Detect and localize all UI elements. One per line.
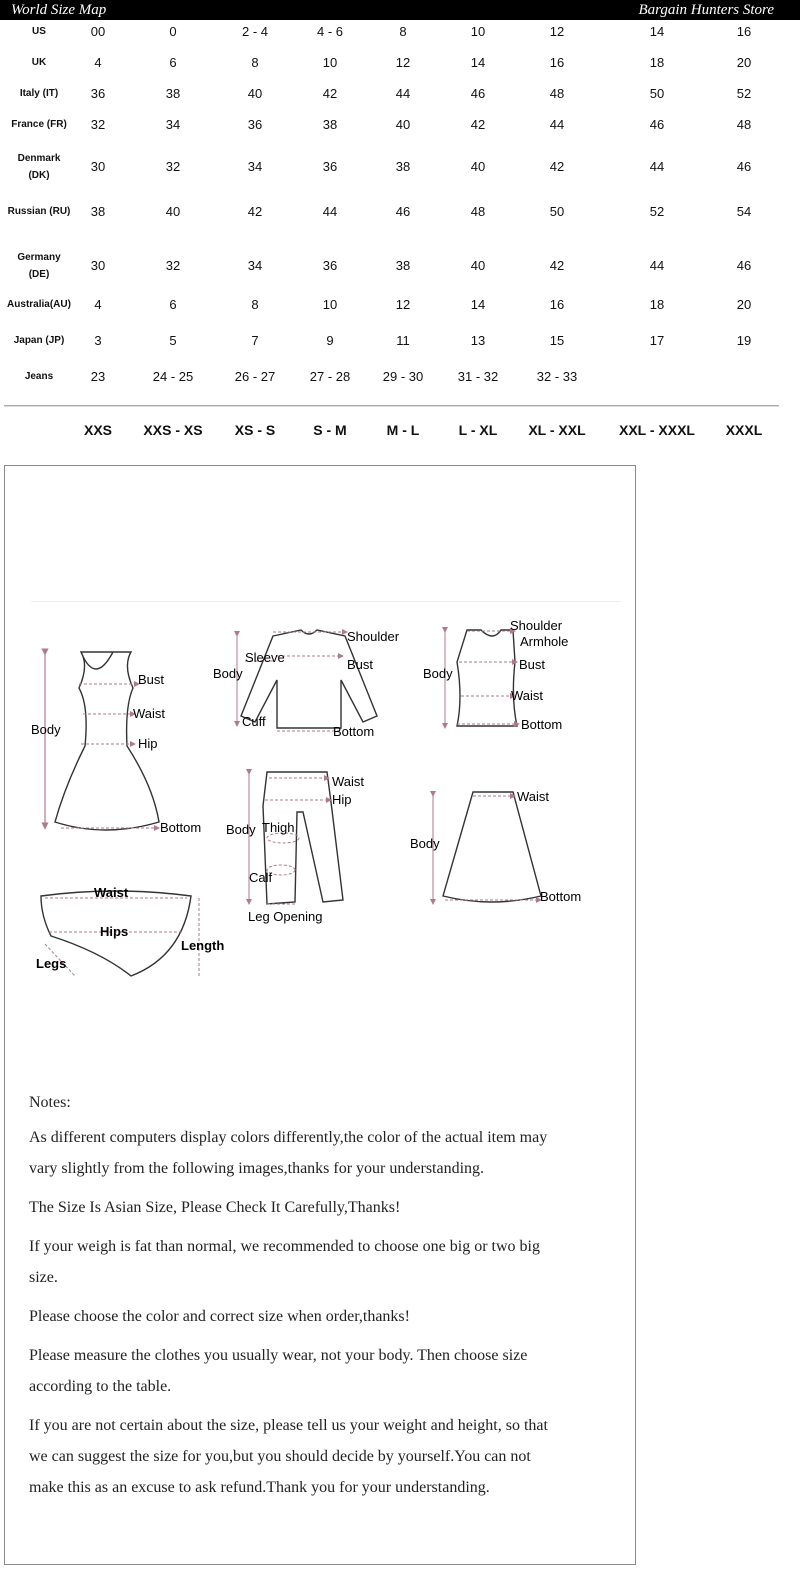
- shirt-sleeve-label: Sleeve: [245, 650, 285, 665]
- size-row-label-line: (DK): [28, 170, 50, 181]
- vest-armhole-label: Armhole: [520, 634, 569, 649]
- size-cell: 48: [736, 117, 752, 132]
- briefs-hips-label: Hips: [100, 924, 129, 939]
- size-cell: 20: [736, 297, 752, 312]
- shirt-shoulder-label: Shoulder: [347, 629, 400, 644]
- size-cell: 29 - 30: [382, 369, 424, 384]
- size-cell: 46: [736, 258, 752, 273]
- size-cell: 40: [247, 86, 263, 101]
- letter-size-cell: M - L: [386, 422, 420, 438]
- size-cell: 44: [649, 159, 665, 174]
- size-cell: 36: [322, 159, 338, 174]
- size-cell: 6: [169, 55, 177, 70]
- size-cell: 5: [169, 333, 177, 348]
- size-cell: 19: [736, 333, 752, 348]
- size-row-label-line: US: [32, 26, 46, 37]
- letter-size-row: [0, 422, 800, 442]
- size-cell: 42: [549, 159, 565, 174]
- dress-hip-label: Hip: [138, 736, 158, 751]
- size-cell: 13: [470, 333, 486, 348]
- size-cell: 42: [470, 117, 486, 132]
- size-cell: 8: [251, 55, 259, 70]
- size-cell: 30: [90, 159, 106, 174]
- size-cell: 18: [649, 55, 665, 70]
- pants-body-label: Body: [226, 822, 256, 837]
- size-cell: 38: [90, 204, 106, 219]
- vest-diagram: [423, 618, 568, 732]
- size-cell: 12: [549, 24, 565, 39]
- briefs-legs-label: Legs: [36, 956, 67, 971]
- vest-waist-label: Waist: [511, 688, 544, 703]
- size-cell: 46: [649, 117, 665, 132]
- size-cell: 54: [736, 204, 752, 219]
- briefs-diagram: [36, 885, 224, 976]
- store-header-bar: [0, 0, 800, 20]
- size-cell: 11: [396, 333, 410, 348]
- skirt-body-label: Body: [410, 836, 440, 851]
- size-cell: 14: [649, 24, 665, 39]
- store-name: Bargain Hunters Store: [638, 2, 774, 18]
- dress-waist-label: Waist: [133, 706, 166, 721]
- size-cell: 42: [322, 86, 338, 101]
- size-cell: 10: [322, 55, 338, 70]
- note-paragraph: Please choose the color and correct size when order,thanks!: [29, 1308, 410, 1325]
- size-cell: 16: [549, 55, 565, 70]
- letter-size-cell: L - XL: [458, 422, 498, 438]
- size-cell: 40: [470, 159, 486, 174]
- size-cell: 0: [169, 24, 177, 39]
- size-cell: 34: [165, 117, 181, 132]
- size-cell: 36: [90, 86, 106, 101]
- pants-leg-opening-label: Leg Opening: [248, 909, 323, 924]
- size-cell: 40: [470, 258, 486, 273]
- size-cell: 46: [395, 204, 411, 219]
- note-paragraph: As different computers display colors differently,the color of the actual item may vary slightly from the following images,thanks for your understanding.: [29, 1129, 548, 1177]
- size-cell: 4: [94, 55, 102, 70]
- pants-hip-label: Hip: [332, 792, 352, 807]
- vest-bottom-label: Bottom: [521, 717, 563, 732]
- size-cell: 46: [736, 159, 752, 174]
- shirt-diagram: [213, 629, 400, 739]
- size-cell: 50: [649, 86, 665, 101]
- size-cell: 14: [470, 55, 486, 70]
- size-cell: 30: [90, 258, 106, 273]
- size-cell: 44: [395, 86, 411, 101]
- size-cell: 7: [251, 333, 259, 348]
- letter-size-cell: XXXL: [725, 422, 763, 438]
- size-row-label-line: Germany: [17, 252, 61, 263]
- size-cell: 3: [94, 333, 102, 348]
- letter-size-cell: XXL - XXXL: [619, 422, 695, 438]
- size-cell: 38: [395, 258, 411, 273]
- size-cell: 6: [169, 297, 177, 312]
- note-paragraph: The Size Is Asian Size, Please Check It Carefully,Thanks!: [29, 1199, 401, 1216]
- size-row-label-line: Italy (IT): [19, 88, 59, 99]
- size-cell: 48: [470, 204, 486, 219]
- size-cell: 32: [165, 159, 181, 174]
- size-cell: 40: [395, 117, 411, 132]
- notes-section: [29, 1094, 549, 1511]
- size-cell: 15: [549, 333, 565, 348]
- size-cell: 14: [470, 297, 486, 312]
- size-cell: 17: [649, 333, 665, 348]
- skirt-waist-label: Waist: [517, 789, 550, 804]
- size-cell: 8: [251, 297, 259, 312]
- size-cell: 18: [649, 297, 665, 312]
- size-cell: 42: [549, 258, 565, 273]
- letter-size-cell: XXS - XS: [143, 422, 203, 438]
- size-cell: 32: [165, 258, 181, 273]
- size-cell: 32: [90, 117, 106, 132]
- dress-bottom-label: Bottom: [160, 820, 202, 835]
- skirt-diagram: [410, 789, 581, 904]
- size-cell: 38: [322, 117, 338, 132]
- size-cell: 2 - 4: [241, 24, 268, 39]
- size-cell: 4: [94, 297, 102, 312]
- size-cell: 46: [470, 86, 486, 101]
- size-cell: 10: [470, 24, 486, 39]
- shirt-cuff-label: Cuff: [242, 714, 266, 729]
- letter-size-cell: XL - XXL: [528, 422, 586, 438]
- notes-heading: Notes:: [29, 1094, 71, 1111]
- size-row-label-line: Russian (RU): [7, 206, 71, 217]
- vest-bust-label: Bust: [519, 657, 546, 672]
- size-cell: 12: [395, 55, 411, 70]
- size-cell: 23: [90, 369, 106, 384]
- size-cell: 44: [549, 117, 565, 132]
- dress-diagram: [31, 652, 201, 835]
- size-cell: 20: [736, 55, 752, 70]
- size-cell: 24 - 25: [152, 369, 194, 384]
- letter-size-cell: XXS: [83, 422, 112, 438]
- size-cell: 52: [649, 204, 665, 219]
- note-paragraph: If your weigh is fat than normal, we recommended to choose one big or two big size.: [29, 1238, 540, 1286]
- size-cell: 16: [549, 297, 565, 312]
- vest-shoulder-label: Shoulder: [510, 618, 563, 633]
- size-cell: 38: [165, 86, 181, 101]
- shirt-bottom-label: Bottom: [333, 724, 375, 739]
- size-row-label-line: Japan (JP): [13, 335, 65, 346]
- world-size-map-title: World Size Map: [11, 2, 107, 18]
- size-cell: 36: [247, 117, 263, 132]
- size-cell: 27 - 28: [309, 369, 351, 384]
- size-row-label-line: Jeans: [24, 371, 54, 382]
- table-divider: [4, 405, 779, 406]
- dress-bust-label: Bust: [138, 672, 165, 687]
- briefs-waist-label: Waist: [94, 885, 129, 900]
- size-cell: 48: [549, 86, 565, 101]
- shirt-bust-label: Bust: [347, 657, 374, 672]
- size-cell: 44: [322, 204, 338, 219]
- size-cell: 36: [322, 258, 338, 273]
- size-cell: 16: [736, 24, 752, 39]
- size-cell: 10: [322, 297, 338, 312]
- size-row-label-line: Australia(AU): [7, 299, 71, 310]
- letter-size-cell: XS - S: [234, 422, 276, 438]
- size-cell: 9: [326, 333, 334, 348]
- size-cell: 42: [247, 204, 263, 219]
- size-cell: 50: [549, 204, 565, 219]
- size-row-label-line: Denmark: [17, 153, 61, 164]
- pants-waist-label: Waist: [332, 774, 365, 789]
- size-cell: 34: [247, 258, 263, 273]
- pants-diagram: [226, 772, 364, 924]
- vest-body-label: Body: [423, 666, 453, 681]
- pants-thigh-label: Thigh: [262, 820, 295, 835]
- size-cell: 32 - 33: [536, 369, 578, 384]
- size-cell: 31 - 32: [457, 369, 499, 384]
- size-cell: 4 - 6: [316, 24, 343, 39]
- size-cell: 8: [399, 24, 407, 39]
- size-cell: 26 - 27: [234, 369, 276, 384]
- note-paragraph: If you are not certain about the size, please tell us your weight and height, so that we can suggest the size for you,but you should decide by yourself.You can not make this as an excuse to ask refund.Thank you for your understanding.: [29, 1417, 548, 1496]
- size-row-label-line: (DE): [28, 269, 50, 280]
- measurement-guide-panel: [4, 465, 636, 1565]
- size-cell: 12: [395, 297, 411, 312]
- briefs-length-label: Length: [181, 938, 225, 953]
- size-row-label-line: UK: [31, 57, 47, 68]
- note-paragraph: Please measure the clothes you usually wear, not your body. Then choose size according to the table.: [29, 1347, 528, 1395]
- size-cell: 40: [165, 204, 181, 219]
- letter-size-cell: S - M: [313, 422, 347, 438]
- size-cell: 44: [649, 258, 665, 273]
- shirt-body-label: Body: [213, 666, 243, 681]
- size-cell: 34: [247, 159, 263, 174]
- size-cell: 00: [90, 24, 106, 39]
- measurement-diagrams: [5, 466, 635, 1066]
- size-cell: 38: [395, 159, 411, 174]
- skirt-bottom-label: Bottom: [540, 889, 582, 904]
- size-row-label-line: France (FR): [11, 119, 67, 130]
- pants-calf-label: Calf: [249, 870, 273, 885]
- dress-body-label: Body: [31, 722, 61, 737]
- size-cell: 52: [736, 86, 752, 101]
